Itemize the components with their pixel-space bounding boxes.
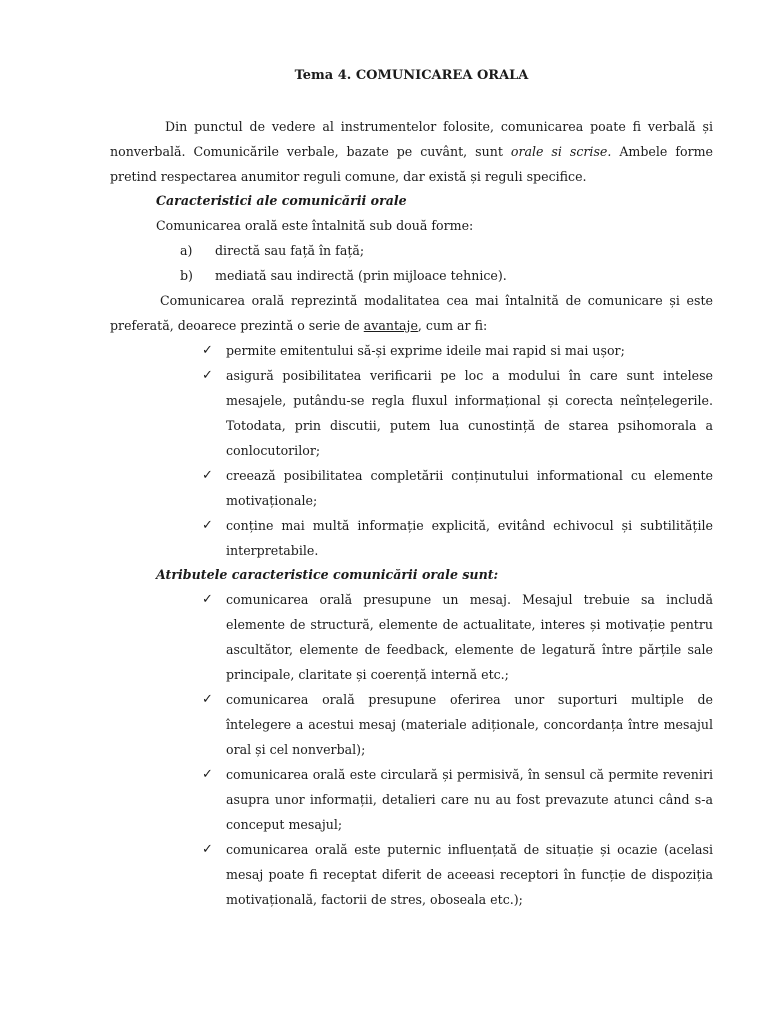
list-item: [202, 762, 713, 837]
intro-text-1: Din punctul de vedere al instrumentelor folosite, comunicarea poate fi verbală și nonverbală. Comunicările verbale, bazate pe cuvânt, sunt: [110, 119, 713, 159]
section-heading-characteristics: Caracteristici ale comunicării orale: [156, 193, 407, 208]
list-item: [202, 837, 713, 912]
document-title: Tema 4. COMUNICAREA ORALA: [294, 68, 529, 83]
form-item-label: a): [180, 243, 193, 258]
intro-emphasis: orale si scrise.: [510, 144, 612, 159]
section-heading-attributes: Atributele caracteristice comunicării orale sunt:: [156, 567, 499, 582]
list-item: [202, 463, 713, 513]
checkmark-icon: ✓: [202, 692, 213, 707]
list-item: [202, 338, 713, 363]
advantages-intro-paragraph: [110, 288, 713, 338]
intro-text-2: Ambele forme pretind respectarea anumitor reguli comune, dar există și reguli specifice.: [110, 144, 713, 184]
attributes-list: [110, 587, 713, 912]
form-item-text: directă sau față în față;: [215, 243, 365, 258]
checkmark-icon: ✓: [202, 368, 213, 383]
list-item-text: comunicarea orală presupune un mesaj. Mesajul trebuie sa includă elemente de structură, elemente de actualitate, interes și motivație pentru ascultător, elemente de feedback, elemente de legatură între părțile sale principale, claritate și coerență internă etc.;: [226, 592, 713, 682]
advantages-intro-text-2: , cum ar fi:: [417, 318, 488, 333]
form-item-text: mediată sau indirectă (prin mijloace tehnice).: [215, 268, 507, 283]
checkmark-icon: ✓: [202, 343, 213, 358]
advantages-list: [110, 338, 713, 563]
checkmark-icon: ✓: [202, 767, 213, 782]
advantages-underlined-word: avantaje: [363, 318, 418, 333]
list-item-text: comunicarea orală este puternic influențată de situație și ocazie (acelasi mesaj poate fi receptat diferit de aceeasi receptori în funcție de dispoziția motivațională, factorii de stres, oboseala etc.);: [226, 842, 713, 907]
advantages-intro-text-1: Comunicarea orală reprezintă modalitatea cea mai întalnită de comunicare și este preferată, deoarece prezintă o serie de: [110, 293, 713, 333]
form-item-b: [110, 263, 713, 288]
checkmark-icon: ✓: [202, 518, 213, 533]
intro-paragraph: [110, 114, 713, 189]
list-item: [202, 513, 713, 563]
checkmark-icon: ✓: [202, 842, 213, 857]
document-page: [110, 66, 713, 912]
list-item: [202, 363, 713, 463]
form-item-a: [110, 238, 713, 263]
list-item: [202, 587, 713, 687]
form-item-label: b): [180, 268, 193, 283]
forms-intro: Comunicarea orală este întalnită sub două forme:: [156, 218, 474, 233]
list-item-text: conține mai multă informație explicită, evitând echivocul și subtilitățile interpretabile.: [226, 518, 713, 558]
list-item-text: asigură posibilitatea verificarii pe loc a modului în care sunt intelese mesajele, putându-se regla fluxul informațional și corecta neînțelegerile. Totodata, prin discutii, putem lua cunostință de starea psihomorala a conlocutorilor;: [226, 368, 713, 458]
list-item-text: comunicarea orală presupune oferirea unor suporturi multiple de întelegere a acestui mesaj (materiale adiționale, concordanța între mesajul oral și cel nonverbal);: [226, 692, 713, 757]
checkmark-icon: ✓: [202, 592, 213, 607]
checkmark-icon: ✓: [202, 468, 213, 483]
list-item-text: permite emitentului să-și exprime ideile mai rapid si mai ușor;: [226, 343, 625, 358]
list-item-text: comunicarea orală este circulară și permisivă, în sensul că permite reveniri asupra unor informații, detalieri care nu au fost prevazute atunci când s-a conceput mesajul;: [226, 767, 713, 832]
list-item-text: creează posibilitatea completării conținutului informational cu elemente motivaționale;: [226, 468, 713, 508]
list-item: [202, 687, 713, 762]
